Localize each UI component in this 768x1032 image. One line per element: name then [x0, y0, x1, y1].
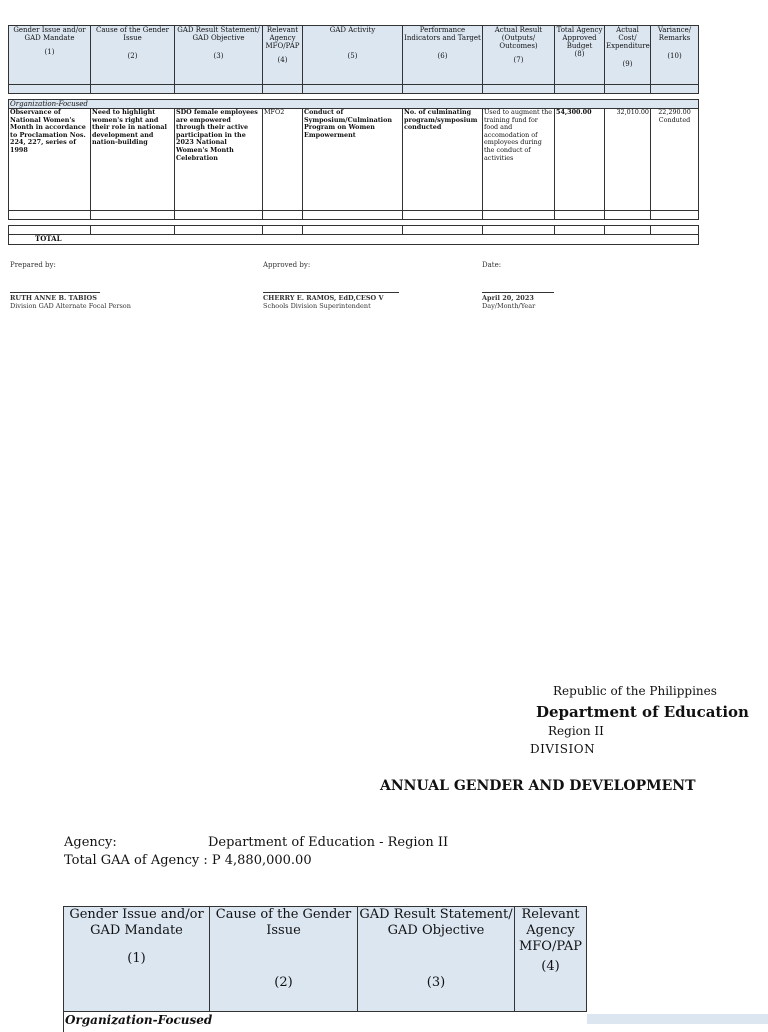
section-label: Organization-Focused	[9, 100, 699, 109]
approved-block	[263, 292, 399, 310]
date-value: April 20, 2023	[482, 292, 554, 302]
date-label: Date:	[482, 261, 501, 269]
date-block	[482, 292, 554, 310]
date-format: Day/Month/Year	[482, 302, 554, 310]
approved-label: Approved by:	[263, 261, 310, 269]
mfo-cell: MFO2	[263, 109, 303, 211]
total-label: TOTAL	[9, 235, 699, 245]
table-blank-row	[9, 85, 699, 94]
header-cell: Actual Result (Outputs/ Outcomes) (7)	[483, 26, 555, 85]
section-fill-strip	[587, 1014, 768, 1024]
header-cell: Performance Indicators and Target (6)	[403, 26, 483, 85]
header-cell: Cause of the Gender Issue (2)	[210, 907, 358, 1012]
section-row	[64, 1012, 587, 1032]
agency-line	[64, 835, 117, 850]
republic-line: Republic of the Philippines	[553, 684, 588, 698]
indicator-cell: No. of culminating program/symposium conducted	[403, 109, 483, 211]
gaa-value: P 4,880,000.00	[212, 853, 312, 868]
header-cell: Relevant Agency MFO/PAP (4)	[263, 26, 303, 85]
table-header-row	[64, 907, 587, 1012]
header-cell: Relevant Agency MFO/PAP (4)	[515, 907, 587, 1012]
variance-cell: 22,290.00 Conduted	[651, 109, 699, 211]
table-blank-row	[9, 226, 699, 235]
prepared-label: Prepared by:	[10, 261, 56, 269]
result-statement-cell: SDO female employees are empowered through their active participation in the 2023 National Women's Month Celebration	[175, 109, 263, 211]
approved-name: CHERRY E. RAMOS, EdD,CESO V	[263, 292, 399, 302]
activity-cell: Conduct of Symposium/Culmination Program on Women Empowerment	[303, 109, 403, 211]
agency-value: Department of Education - Region II	[208, 835, 448, 850]
header-cell: GAD Result Statement/ GAD Objective (3)	[175, 26, 263, 85]
prepared-block	[10, 292, 131, 310]
gaa-label: Total GAA of Agency :	[64, 853, 208, 868]
header-cell: Actual Cost/ Expenditure (9)	[605, 26, 651, 85]
approved-budget-cell: 54,300.00	[555, 109, 605, 211]
table-row	[9, 109, 699, 211]
division-line: DIVISION	[530, 742, 588, 756]
section-label: Organization-Focused	[64, 1012, 587, 1032]
region-line: Region II	[548, 724, 588, 738]
table-blank-row	[9, 211, 699, 220]
department-line: Department of Education	[536, 703, 588, 721]
gad-plan-table	[63, 906, 587, 1032]
header-cell: Total Agency Approved Budget (8)	[555, 26, 605, 85]
gad-report-table	[8, 25, 699, 245]
gender-issue-cell: Observance of National Women's Month in accordance to Proclamation Nos. 224, 227, series of 1998	[9, 109, 91, 211]
total-row	[9, 235, 699, 245]
header-cell: Variance/ Remarks (10)	[651, 26, 699, 85]
prepared-name: RUTH ANNE B. TABIOS	[10, 292, 100, 302]
header-cell: Gender Issue and/or GAD Mandate (1)	[9, 26, 91, 85]
approved-role: Schools Division Superintendent	[263, 302, 399, 310]
gaa-line	[64, 853, 312, 868]
header-cell: Gender Issue and/or GAD Mandate (1)	[64, 907, 210, 1012]
actual-result-cell: Used to augment the training fund for food and accomodation of employees during the conduct of activities	[483, 109, 555, 211]
header-cell: GAD Activity (5)	[303, 26, 403, 85]
prepared-role: Division GAD Alternate Focal Person	[10, 302, 131, 310]
header-cell: GAD Result Statement/ GAD Objective (3)	[358, 907, 515, 1012]
header-cell: Cause of the Gender Issue (2)	[91, 26, 175, 85]
report-title: ANNUAL GENDER AND DEVELOPMENT	[380, 778, 588, 794]
agency-label: Agency:	[64, 835, 117, 850]
cause-cell: Need to highlight women's right and their role in national development and nation-building	[91, 109, 175, 211]
table-header-row	[9, 26, 699, 85]
actual-cost-cell: 32,010.00	[605, 109, 651, 211]
